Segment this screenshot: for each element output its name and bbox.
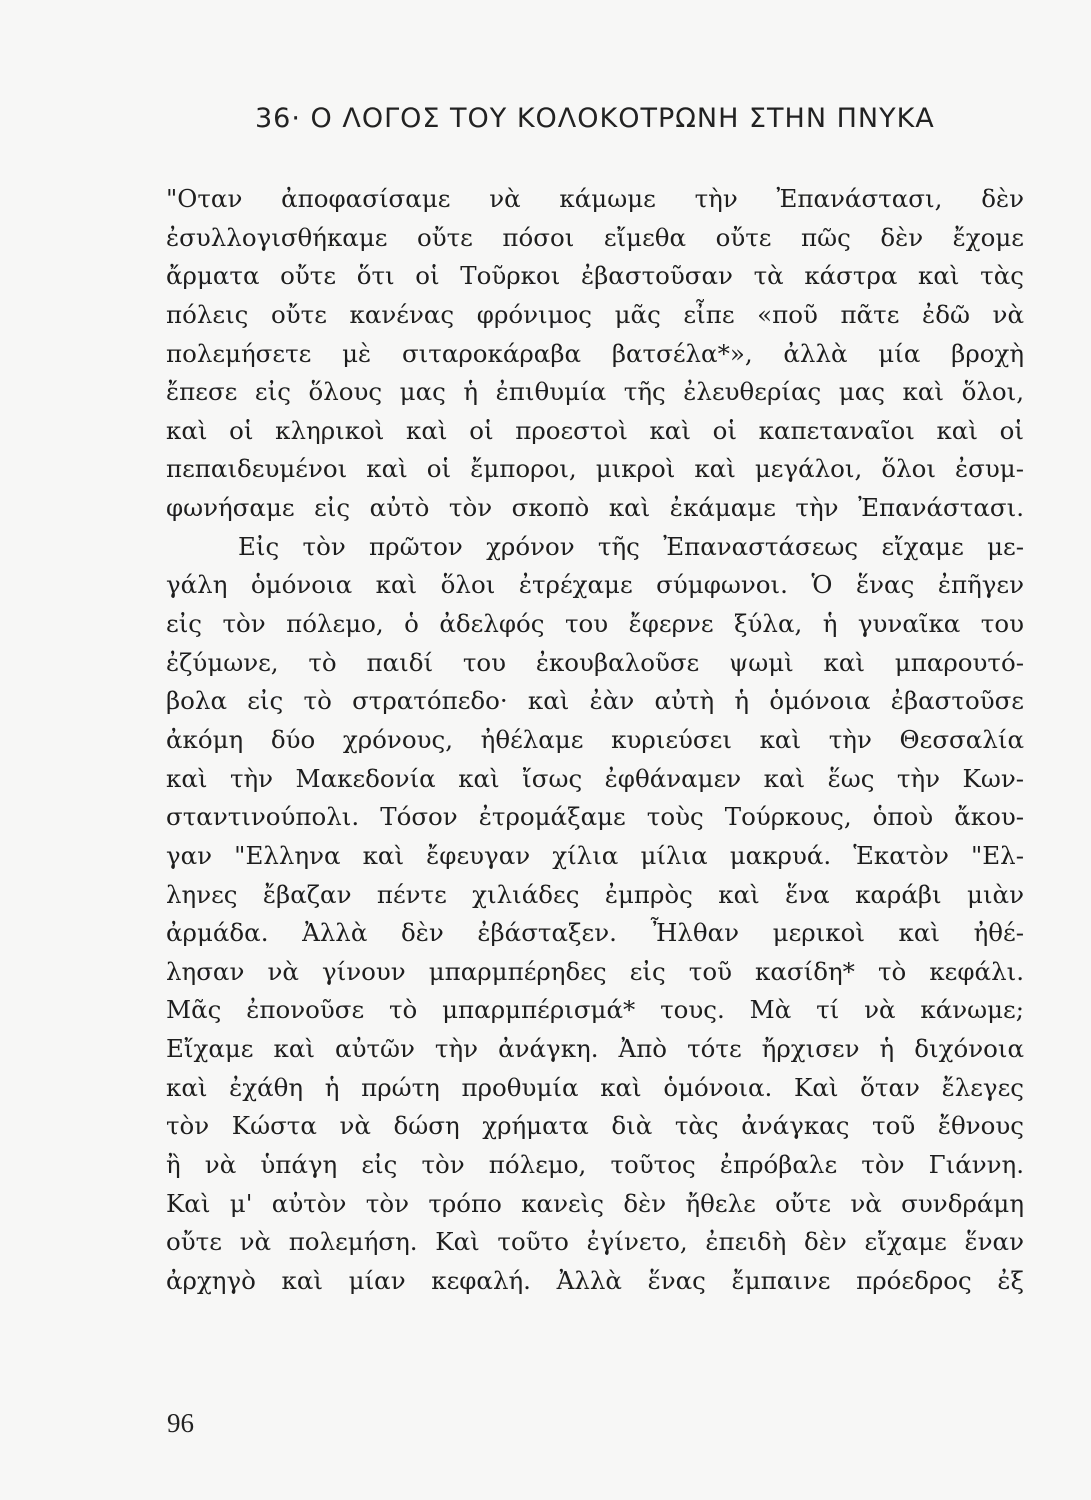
text-line-3: ἄρματα οὔτε ὅτι οἱ Τοῦρκοι ἐβαστοῦσαν τὰ κάστρα καὶ τὰς bbox=[166, 261, 1024, 291]
page-number: 96 bbox=[167, 1408, 194, 1438]
chapter-title: 36· Ο ΛΟΓΟΣ ΤΟΥ ΚΟΛΟΚΟΤΡΩΝΗ ΣΤΗΝ ΠΝΥΚΑ bbox=[255, 103, 935, 134]
text-line-17: σταντινούπολι. Τόσον ἐτρομάξαμε τοὺς Τούρκους, ὁποὺ ἄκου- bbox=[166, 802, 1024, 832]
text-line-10: Εἰς τὸν πρῶτον χρόνον τῆς Ἐπαναστάσεως εἴχαμε με- bbox=[238, 531, 1024, 561]
text-line-26: ἢ νὰ ὑπάγη εἰς τὸν πόλεμο, τοῦτος ἐπρόβαλε τὸν Γιάννη. bbox=[166, 1150, 1024, 1180]
text-line-14: βολα εἰς τὸ στρατόπεδο· καὶ ἐὰν αὐτὴ ἡ ὁμόνοια ἐβαστοῦσε bbox=[166, 686, 1024, 716]
text-line-5: πολεμήσετε μὲ σιταροκάραβα βατσέλα*», ἀλλὰ μία βροχὴ bbox=[166, 338, 1024, 368]
text-line-20: ἀρμάδα. Ἀλλὰ δὲν ἐβάσταξεν. Ἦλθαν μερικοὶ καὶ ἠθέ- bbox=[166, 918, 1024, 948]
text-line-8: πεπαιδευμένοι καὶ οἱ ἔμποροι, μικροὶ καὶ μεγάλοι, ὅλοι ἐσυμ- bbox=[166, 454, 1024, 484]
body-text bbox=[166, 180, 1024, 1301]
text-line-19: ληνες ἔβαζαν πέντε χιλιάδες ἐμπρὸς καὶ ἕνα καράβι μιὰν bbox=[166, 879, 1024, 909]
text-line-22: Μᾶς ἐπονοῦσε τὸ μπαρμπέρισμά* τους. Μὰ τί νὰ κάνωμε; bbox=[166, 995, 1024, 1025]
text-line-9: φωνήσαμε εἰς αὐτὸ τὸν σκοπὸ καὶ ἐκάμαμε τὴν Ἐπανάστασι. bbox=[166, 493, 1024, 523]
text-line-7: καὶ οἱ κληρικοὶ καὶ οἱ προεστοὶ καὶ οἱ καπεταναῖοι καὶ οἱ bbox=[166, 415, 1024, 445]
text-line-12: εἰς τὸν πόλεμο, ὁ ἀδελφός του ἔφερνε ξύλα, ἡ γυναῖκα του bbox=[166, 609, 1024, 639]
text-line-21: λησαν νὰ γίνουν μπαρμπέρηδες εἰς τοῦ κασίδη* τὸ κεφάλι. bbox=[166, 956, 1024, 986]
text-line-4: πόλεις οὔτε κανένας φρόνιμος μᾶς εἶπε «ποῦ πᾶτε ἐδῶ νὰ bbox=[166, 299, 1024, 329]
text-line-11: γάλη ὁμόνοια καὶ ὅλοι ἐτρέχαμε σύμφωνοι. Ὁ ἕνας ἐπῆγεν bbox=[166, 570, 1024, 600]
text-line-29: ἀρχηγὸ καὶ μίαν κεφαλή. Ἀλλὰ ἕνας ἔμπαινε πρόεδρος ἐξ bbox=[166, 1265, 1024, 1295]
text-line-6: ἔπεσε εἰς ὅλους μας ἡ ἐπιθυμία τῆς ἐλευθερίας μας καὶ ὅλοι, bbox=[166, 377, 1024, 407]
text-line-28: οὔτε νὰ πολεμήση. Καὶ τοῦτο ἐγίνετο, ἐπειδὴ δὲν εἴχαμε ἕναν bbox=[166, 1227, 1024, 1257]
text-line-2: ἐσυλλογισθήκαμε οὔτε πόσοι εἴμεθα οὔτε πῶς δὲν ἔχομε bbox=[166, 222, 1024, 252]
text-line-15: ἀκόμη δύο χρόνους, ἠθέλαμε κυριεύσει καὶ τὴν Θεσσαλία bbox=[166, 724, 1024, 754]
text-line-23: Εἴχαμε καὶ αὐτῶν τὴν ἀνάγκη. Ἀπὸ τότε ἤρχισεν ἡ διχόνοια bbox=[166, 1034, 1024, 1064]
text-line-27: Καὶ μ' αὐτὸν τὸν τρόπο κανεὶς δὲν ἤθελε οὔτε νὰ συνδράμη bbox=[166, 1188, 1024, 1218]
text-line-25: τὸν Κώστα νὰ δώση χρήματα διὰ τὰς ἀνάγκας τοῦ ἔθνους bbox=[166, 1111, 1024, 1141]
text-line-1: "Οταν ἀποφασίσαμε νὰ κάμωμε τὴν Ἐπανάστασι, δὲν bbox=[166, 184, 1024, 213]
text-line-24: καὶ ἐχάθη ἡ πρώτη προθυμία καὶ ὁμόνοια. Καὶ ὅταν ἔλεγες bbox=[166, 1072, 1024, 1102]
text-line-13: ἐζύμωνε, τὸ παιδί του ἐκουβαλοῦσε ψωμὶ καὶ μπαρουτό- bbox=[166, 647, 1024, 677]
text-line-16: καὶ τὴν Μακεδονία καὶ ἴσως ἐφθάναμεν καὶ ἕως τὴν Κων- bbox=[166, 763, 1024, 793]
text-line-18: γαν "Ελληνα καὶ ἔφευγαν χίλια μίλια μακρυά. Ἑκατὸν "Ελ- bbox=[166, 840, 1024, 870]
